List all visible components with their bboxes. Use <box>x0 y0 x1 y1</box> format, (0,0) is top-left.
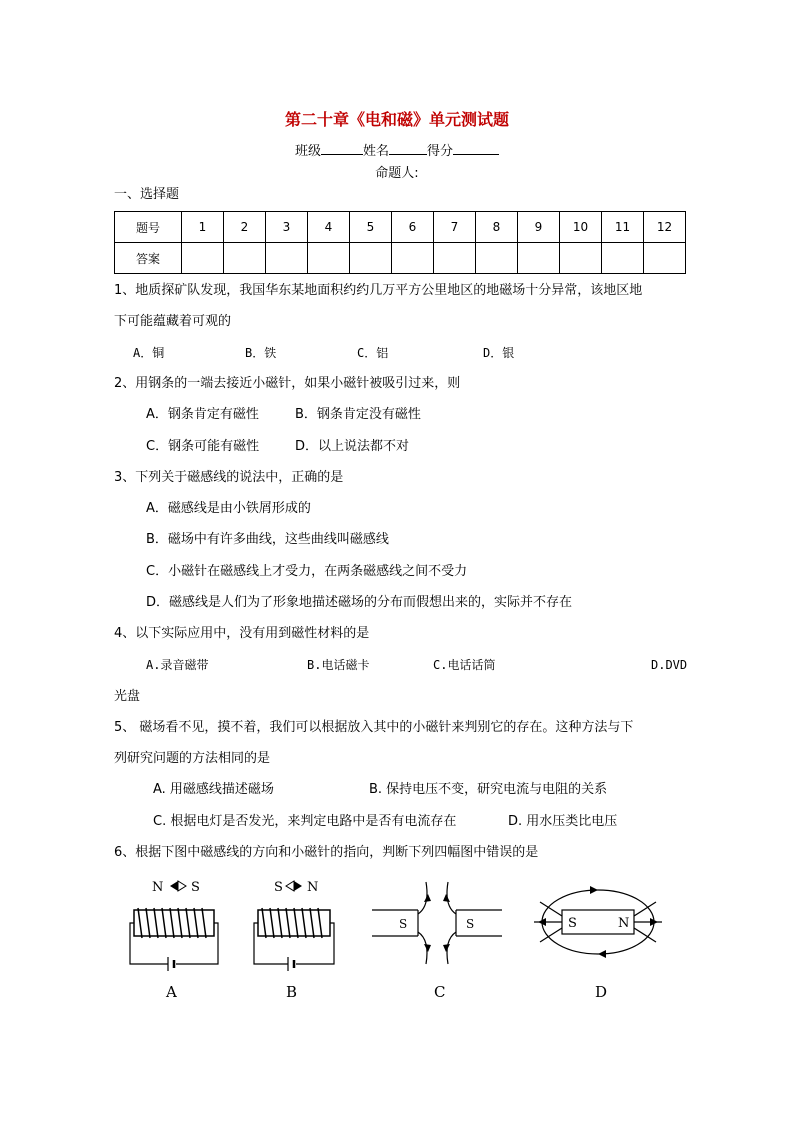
compass-needle-dark <box>294 881 302 891</box>
figure-label-a: A <box>166 983 177 1001</box>
q2-option-a: A．钢条肯定有磁性 <box>146 407 259 422</box>
q2-stem: 2、用钢条的一端去接近小磁针，如果小磁针被吸引过来，则 <box>114 376 461 391</box>
q1-option-a: A．铜 <box>133 346 165 360</box>
table-cell: 1 <box>182 212 224 243</box>
q2-option-b: B．钢条肯定没有磁性 <box>295 407 421 422</box>
q5-stem-line2: 列研究问题的方法相同的是 <box>114 751 271 766</box>
answer-cell[interactable] <box>392 243 434 274</box>
q3-option-c: C．小磁针在磁感线上才受力，在两条磁感线之间不受力 <box>146 564 468 579</box>
table-cell: 4 <box>308 212 350 243</box>
answer-cell[interactable] <box>224 243 266 274</box>
q4-option-b: B.电话磁卡 <box>307 658 370 672</box>
compass-needle-dark <box>170 881 178 891</box>
field-arrow <box>598 950 606 958</box>
answer-cell[interactable] <box>434 243 476 274</box>
question-number-header: 题号 <box>115 212 182 243</box>
answer-cell[interactable] <box>644 243 686 274</box>
field-arrow <box>424 894 431 902</box>
class-label: 班级 <box>294 144 321 159</box>
q4-option-d-continued: 光盘 <box>114 689 141 704</box>
class-blank <box>321 142 363 155</box>
field-arrow <box>443 894 450 902</box>
q1-option-c: C．铝 <box>357 346 389 360</box>
table-cell: 9 <box>518 212 560 243</box>
table-cell: 7 <box>434 212 476 243</box>
author-label: 命题人: <box>375 166 419 181</box>
answer-cell[interactable] <box>266 243 308 274</box>
q5-stem-line1: 5、 磁场看不见，摸不着，我们可以根据放入其中的小磁针来判别它的存在。这种方法与下 <box>114 720 634 735</box>
q3-option-a: A．磁感线是由小铁屑形成的 <box>146 501 311 516</box>
score-blank <box>453 142 499 155</box>
field-line <box>418 932 427 964</box>
table-cell: 8 <box>476 212 518 243</box>
compass-n-label: N <box>307 880 319 895</box>
table-cell: 3 <box>266 212 308 243</box>
student-info-line <box>0 140 794 159</box>
answer-table <box>114 211 686 274</box>
q3-option-b: B．磁场中有许多曲线，这些曲线叫磁感线 <box>146 532 389 547</box>
table-cell: 12 <box>644 212 686 243</box>
compass-n-label: N <box>152 880 164 895</box>
answer-cell[interactable] <box>182 243 224 274</box>
name-label: 姓名 <box>362 144 389 159</box>
figure-b-solenoid <box>252 876 344 976</box>
answer-header: 答案 <box>115 243 182 274</box>
compass-s-label: S <box>191 880 200 895</box>
table-row-answers <box>115 243 686 274</box>
field-line <box>447 932 456 964</box>
figure-a-solenoid <box>128 876 220 976</box>
q4-option-c: C.电话话筒 <box>433 658 496 672</box>
table-row-numbers <box>115 212 686 243</box>
figure-d-bar-magnet <box>528 876 668 976</box>
page-title: 第二十章《电和磁》单元测试题 <box>284 110 509 129</box>
q2-option-d: D．以上说法都不对 <box>295 439 410 454</box>
table-cell: 10 <box>560 212 602 243</box>
q1-option-d: D．银 <box>483 346 515 360</box>
section-heading: 一、选择题 <box>114 187 180 202</box>
q6-stem: 6、根据下图中磁感线的方向和小磁针的指向，判断下列四幅图中错误的是 <box>114 845 539 860</box>
magnet-n-pole: N <box>618 916 630 931</box>
q5-option-d: D. 用水压类比电压 <box>508 814 618 829</box>
figure-label-d: D <box>595 983 608 1001</box>
q1-stem-line2: 下可能蕴藏着可观的 <box>114 314 232 329</box>
q4-option-d: D.DVD <box>651 658 688 672</box>
field-line <box>447 882 456 914</box>
compass-needle-light <box>286 881 294 891</box>
answer-cell[interactable] <box>560 243 602 274</box>
magnet-s-pole: S <box>568 916 577 931</box>
magnet-right-pole: S <box>466 917 475 931</box>
answer-cell[interactable] <box>602 243 644 274</box>
q4-stem: 4、以下实际应用中，没有用到磁性材料的是 <box>114 626 370 641</box>
answer-cell[interactable] <box>350 243 392 274</box>
magnet-left-pole: S <box>399 917 408 931</box>
field-arrow <box>590 886 598 894</box>
figure-label-c: C <box>434 983 446 1001</box>
field-arrow <box>424 944 431 952</box>
solenoid-core <box>134 910 214 936</box>
table-cell: 5 <box>350 212 392 243</box>
table-cell: 2 <box>224 212 266 243</box>
q3-option-d: D．磁感线是人们为了形象地描述磁场的分布而假想出来的，实际并不存在 <box>146 595 573 610</box>
table-cell: 6 <box>392 212 434 243</box>
name-blank <box>389 142 427 155</box>
table-cell: 11 <box>602 212 644 243</box>
q1-stem-line1: 1、地质探矿队发现，我国华东某地面积约约几万平方公里地区的地磁场十分异常，该地区地 <box>114 283 643 298</box>
q5-option-b: B. 保持电压不变，研究电流与电阻的关系 <box>369 782 608 797</box>
q3-stem: 3、下列关于磁感线的说法中，正确的是 <box>114 470 344 485</box>
figure-c-facing-magnets <box>368 876 508 976</box>
answer-cell[interactable] <box>308 243 350 274</box>
answer-cell[interactable] <box>476 243 518 274</box>
compass-needle-light <box>178 881 186 891</box>
figure-label-b: B <box>286 983 298 1001</box>
q1-option-b: B．铁 <box>245 346 277 360</box>
answer-cell[interactable] <box>518 243 560 274</box>
compass-s-label: S <box>274 880 283 895</box>
score-label: 得分 <box>427 144 454 159</box>
q5-option-a: A. 用磁感线描述磁场 <box>153 782 274 797</box>
q2-option-c: C．钢条可能有磁性 <box>146 439 260 454</box>
q5-option-c: C. 根据电灯是否发光，来判定电路中是否有电流存在 <box>153 814 457 829</box>
field-line <box>418 882 427 914</box>
field-arrow <box>443 944 450 952</box>
q4-option-a: A.录音磁带 <box>146 658 209 672</box>
